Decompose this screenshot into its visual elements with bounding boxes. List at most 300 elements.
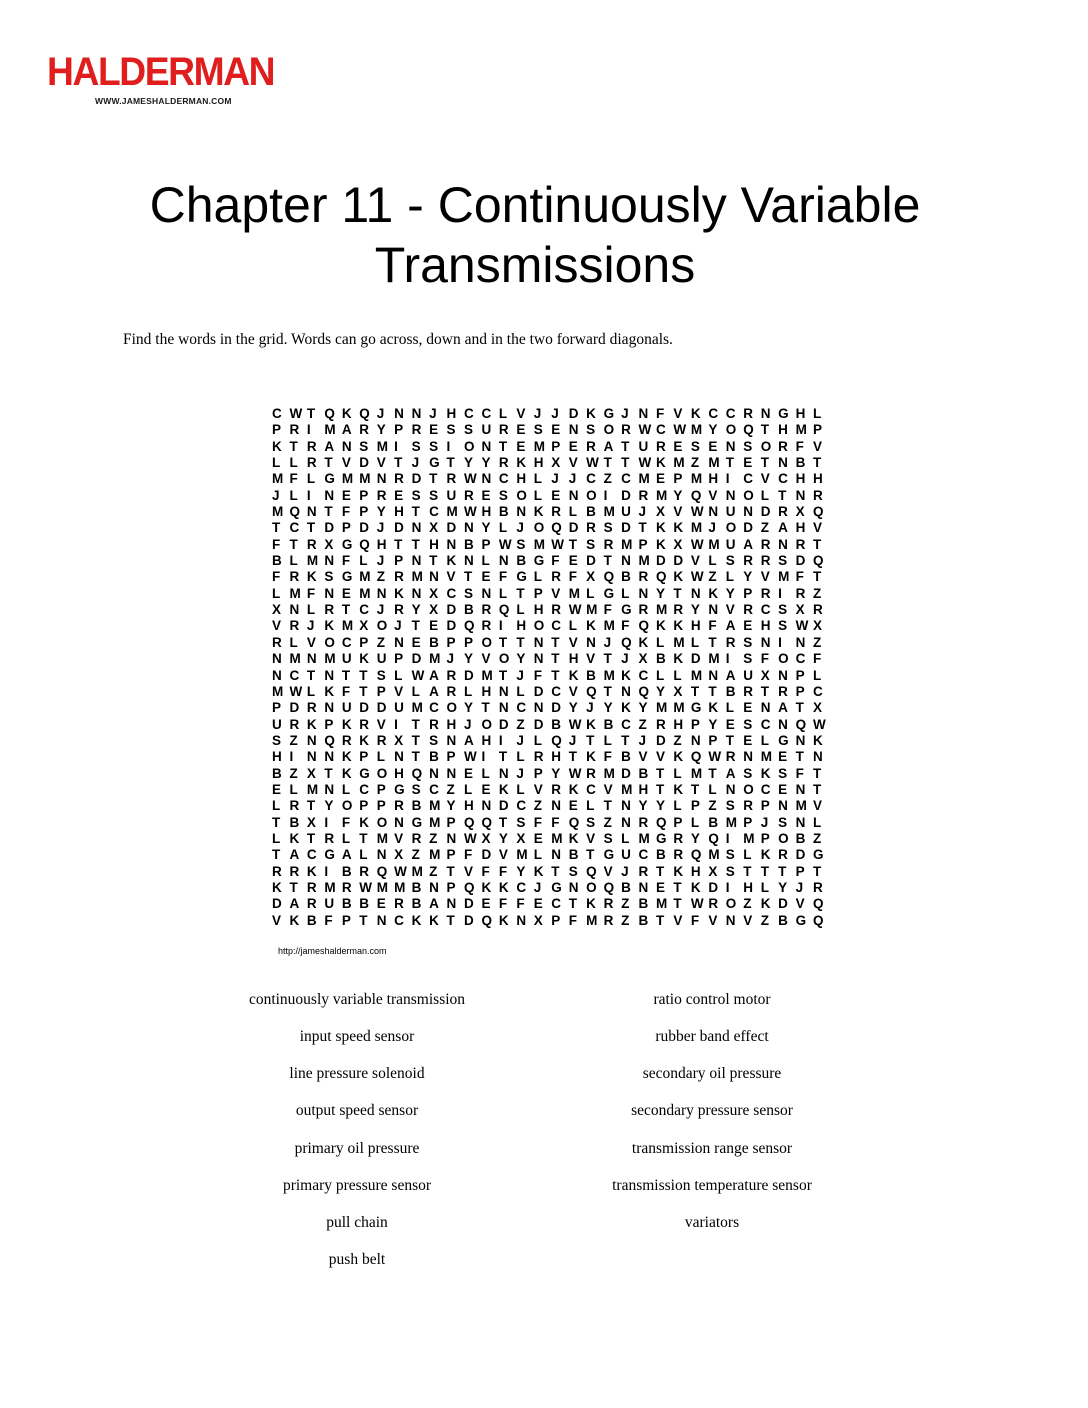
grid-letter: K — [586, 618, 596, 634]
grid-letter: N — [743, 749, 753, 765]
grid-letter: Y — [638, 798, 648, 814]
grid-letter: P — [690, 798, 700, 814]
grid-letter: K — [306, 569, 317, 585]
grid-letter: V — [533, 781, 543, 797]
grid-letter: N — [795, 732, 806, 748]
grid-row — [272, 586, 831, 602]
grid-letter: N — [760, 634, 771, 650]
grid-letter: Z — [603, 471, 612, 487]
grid-letter: W — [638, 455, 652, 471]
grid-letter: K — [341, 716, 352, 732]
grid-letter: S — [778, 814, 788, 830]
grid-letter: A — [603, 438, 614, 454]
grid-letter: V — [673, 912, 683, 928]
grid-row — [272, 782, 831, 798]
grid-letter: Y — [725, 585, 735, 601]
grid-letter: Y — [551, 765, 561, 781]
grid-letter: R — [481, 618, 492, 634]
grid-letter: J — [621, 863, 629, 879]
grid-letter: B — [551, 716, 561, 732]
grid-letter: T — [760, 455, 769, 471]
grid-letter: C — [551, 683, 561, 699]
grid-letter: T — [813, 781, 822, 797]
grid-letter: R — [289, 716, 300, 732]
grid-letter: K — [289, 830, 300, 846]
grid-letter: M — [568, 585, 580, 601]
grid-letter: Q — [463, 814, 475, 830]
grid-letter: M — [638, 830, 650, 846]
grid-letter: E — [708, 438, 718, 454]
grid-letter: T — [655, 863, 665, 879]
grid-letter: B — [795, 830, 806, 846]
grid-letter: X — [533, 912, 543, 928]
grid-letter: J — [638, 504, 647, 520]
grid-letter: S — [498, 487, 508, 503]
grid-letter: T — [551, 863, 560, 879]
grid-letter: L — [568, 618, 577, 634]
grid-letter: J — [586, 700, 594, 716]
grid-letter: N — [272, 667, 282, 683]
grid-letter: Y — [568, 700, 578, 716]
grid-letter: T — [306, 520, 316, 536]
grid-letter: M — [603, 667, 615, 683]
grid-letter: L — [673, 765, 682, 781]
grid-letter: T — [603, 553, 612, 569]
grid-letter: T — [551, 634, 560, 650]
grid-letter: J — [376, 520, 385, 536]
grid-letter: C — [638, 847, 649, 863]
word-list-item: variators — [684, 1213, 740, 1231]
grid-letter: N — [725, 781, 736, 797]
grid-letter: A — [725, 618, 736, 634]
grid-letter: M — [359, 569, 371, 585]
grid-letter: B — [463, 536, 474, 552]
grid-letter: W — [638, 422, 652, 438]
grid-letter: S — [725, 553, 735, 569]
grid-letter: N — [446, 896, 457, 912]
grid-letter: P — [376, 683, 386, 699]
grid-letter: G — [324, 471, 335, 487]
grid-letter: O — [376, 618, 388, 634]
grid-letter: T — [463, 569, 473, 585]
grid-letter: L — [813, 814, 822, 830]
grid-letter: R — [638, 487, 649, 503]
word-list-item: ratio control motor — [653, 991, 771, 1008]
grid-letter: T — [586, 732, 595, 748]
grid-letter: M — [690, 765, 703, 781]
grid-letter: O — [533, 618, 545, 634]
grid-letter: R — [446, 667, 457, 683]
grid-letter: I — [324, 863, 329, 879]
grid-letter: T — [429, 471, 438, 487]
grid-letter: K — [655, 455, 666, 471]
grid-letter: Y — [481, 455, 491, 471]
grid-letter: E — [743, 700, 753, 716]
grid-letter: B — [411, 896, 422, 912]
grid-letter: M — [690, 471, 703, 487]
grid-letter: B — [795, 455, 806, 471]
grid-letter: B — [306, 912, 317, 928]
grid-letter: F — [690, 912, 700, 928]
grid-letter: O — [725, 520, 737, 536]
grid-letter: O — [446, 700, 458, 716]
grid-letter: T — [324, 504, 333, 520]
grid-letter: T — [394, 536, 403, 552]
grid-letter: N — [446, 765, 457, 781]
grid-letter: O — [725, 422, 737, 438]
grid-letter: K — [341, 749, 352, 765]
grid-letter: Z — [813, 634, 822, 650]
grid-letter: K — [446, 553, 457, 569]
grid-letter: N — [743, 504, 753, 520]
grid-letter: Y — [743, 569, 753, 585]
grid-letter: B — [638, 765, 649, 781]
grid-letter: C — [394, 912, 404, 928]
grid-letter: L — [516, 749, 525, 765]
grid-letter: E — [516, 438, 526, 454]
grid-letter: N — [551, 847, 561, 863]
grid-letter: N — [795, 634, 806, 650]
grid-letter: P — [341, 520, 351, 536]
grid-row — [272, 847, 831, 863]
grid-letter: N — [516, 504, 527, 520]
grid-letter: S — [725, 798, 735, 814]
grid-letter: X — [673, 683, 683, 699]
grid-letter: N — [533, 700, 544, 716]
grid-letter: X — [429, 585, 439, 601]
grid-letter: P — [690, 716, 700, 732]
grid-letter: T — [446, 863, 455, 879]
grid-letter: C — [760, 602, 771, 618]
grid-letter: N — [394, 814, 404, 830]
grid-letter: B — [586, 504, 596, 520]
grid-letter: K — [341, 765, 352, 781]
grid-letter: F — [551, 814, 560, 830]
grid-letter: F — [708, 618, 717, 634]
grid-letter: Q — [813, 553, 824, 569]
grid-letter: I — [306, 422, 311, 438]
grid-letter: J — [795, 879, 804, 895]
word-list-item: transmission temperature sensor — [612, 1176, 812, 1194]
grid-letter: Q — [638, 618, 650, 634]
grid-letter: Y — [498, 830, 508, 846]
grid-letter: R — [638, 569, 649, 585]
grid-letter: D — [795, 553, 806, 569]
grid-letter: T — [429, 553, 438, 569]
grid-letter: J — [463, 716, 472, 732]
grid-letter: N — [778, 716, 788, 732]
grid-letter: N — [306, 732, 317, 748]
grid-letter: R — [306, 536, 317, 552]
grid-letter: S — [743, 765, 753, 781]
word-search-grid — [272, 406, 831, 929]
grid-letter: M — [341, 471, 354, 487]
grid-letter: T — [795, 749, 804, 765]
grid-letter: C — [289, 520, 300, 536]
grid-letter: T — [272, 814, 281, 830]
grid-letter: Y — [655, 683, 665, 699]
grid-letter: Y — [690, 602, 700, 618]
grid-letter: N — [429, 569, 439, 585]
grid-letter: P — [359, 749, 369, 765]
grid-letter: W — [813, 716, 826, 732]
grid-letter: M — [411, 863, 423, 879]
grid-letter: L — [760, 879, 769, 895]
grid-letter: L — [708, 781, 717, 797]
grid-letter: Z — [760, 520, 769, 536]
grid-letter: P — [795, 667, 805, 683]
grid-letter: A — [725, 667, 736, 683]
grid-row — [272, 815, 831, 831]
grid-letter: R — [655, 716, 666, 732]
grid-letter: Z — [690, 455, 700, 471]
grid-letter: O — [341, 798, 353, 814]
grid-letter: J — [376, 553, 385, 569]
grid-letter: S — [743, 716, 753, 732]
grid-letter: D — [655, 553, 666, 569]
grid-letter: C — [551, 618, 561, 634]
grid-letter: A — [429, 683, 439, 699]
grid-letter: O — [603, 422, 615, 438]
grid-letter: K — [481, 879, 492, 895]
grid-letter: N — [306, 504, 317, 520]
grid-letter: N — [498, 553, 509, 569]
grid-letter: R — [324, 602, 335, 618]
grid-letter: K — [690, 879, 701, 895]
grid-letter: P — [743, 814, 753, 830]
grid-letter: P — [394, 422, 404, 438]
grid-letter: N — [568, 422, 579, 438]
grid-letter: G — [603, 847, 615, 863]
grid-letter: T — [655, 912, 665, 928]
grid-letter: C — [516, 798, 527, 814]
grid-letter: N — [708, 602, 719, 618]
grid-letter: V — [272, 912, 282, 928]
grid-letter: A — [463, 732, 474, 748]
grid-letter: P — [324, 716, 334, 732]
grid-letter: R — [778, 847, 788, 863]
word-list-item: line pressure solenoid — [289, 1065, 425, 1083]
grid-letter: V — [760, 471, 770, 487]
grid-letter: R — [603, 912, 614, 928]
grid-letter: V — [306, 634, 316, 650]
grid-row — [272, 880, 831, 896]
logo-url: WWW.JAMESHALDERMAN.COM — [95, 96, 232, 106]
grid-letter: X — [394, 732, 404, 748]
grid-letter: Q — [603, 569, 615, 585]
grid-letter: W — [690, 504, 704, 520]
grid-letter: T — [411, 618, 420, 634]
grid-letter: T — [586, 847, 595, 863]
grid-row — [272, 602, 831, 618]
grid-letter: R — [673, 830, 684, 846]
grid-letter: H — [638, 781, 649, 797]
grid-letter: S — [743, 634, 753, 650]
grid-letter: T — [359, 830, 368, 846]
grid-letter: N — [446, 536, 457, 552]
grid-letter: L — [743, 847, 752, 863]
grid-letter: F — [463, 847, 473, 863]
grid-letter: R — [743, 602, 753, 618]
grid-letter: B — [621, 879, 631, 895]
grid-letter: S — [429, 732, 439, 748]
grid-letter: T — [621, 438, 630, 454]
grid-row — [272, 798, 831, 814]
grid-letter: Y — [708, 716, 718, 732]
grid-letter: H — [429, 536, 439, 552]
grid-letter: T — [603, 798, 612, 814]
grid-letter: R — [778, 504, 788, 520]
grid-letter: L — [725, 569, 735, 585]
grid-letter: J — [446, 651, 455, 667]
grid-letter: R — [551, 569, 561, 585]
grid-letter: R — [813, 602, 823, 618]
grid-letter: E — [481, 569, 491, 585]
grid-letter: J — [533, 879, 542, 895]
grid-letter: T — [306, 830, 316, 846]
grid-letter: G — [516, 569, 527, 585]
grid-letter: L — [359, 553, 368, 569]
grid-letter: M — [533, 536, 546, 552]
grid-letter: H — [481, 683, 492, 699]
grid-letter: G — [324, 847, 335, 863]
grid-letter: W — [463, 471, 477, 487]
grid-letter: N — [621, 553, 631, 569]
grid-letter: R — [813, 879, 823, 895]
grid-letter: Y — [324, 798, 334, 814]
grid-letter: N — [778, 536, 788, 552]
grid-letter: J — [516, 667, 524, 683]
grid-letter: F — [516, 896, 525, 912]
grid-letter: M — [429, 798, 441, 814]
grid-letter: S — [725, 863, 735, 879]
grid-letter: K — [516, 455, 527, 471]
grid-letter: F — [341, 814, 351, 830]
grid-letter: M — [603, 765, 615, 781]
grid-letter: O — [778, 830, 789, 846]
grid-letter: P — [673, 814, 683, 830]
grid-letter: C — [516, 879, 527, 895]
grid-letter: P — [795, 683, 805, 699]
grid-letter: L — [621, 830, 630, 846]
grid-letter: G — [603, 406, 615, 421]
grid-letter: Z — [638, 716, 647, 732]
grid-letter: S — [411, 487, 421, 503]
grid-letter: Z — [376, 569, 385, 585]
grid-letter: M — [655, 602, 668, 618]
grid-letter: C — [446, 585, 457, 601]
grid-letter: S — [743, 438, 753, 454]
grid-letter: E — [481, 487, 491, 503]
grid-letter: I — [778, 634, 782, 650]
grid-letter: S — [429, 487, 439, 503]
grid-letter: L — [603, 732, 612, 748]
grid-letter: K — [638, 634, 649, 650]
grid-letter: A — [743, 536, 753, 552]
grid-letter: I — [725, 830, 730, 846]
grid-letter: B — [516, 553, 527, 569]
grid-letter: K — [673, 520, 684, 536]
grid-letter: I — [394, 716, 398, 732]
grid-letter: J — [551, 406, 559, 421]
grid-letter: F — [481, 863, 490, 879]
grid-letter: E — [533, 896, 543, 912]
grid-letter: S — [463, 422, 473, 438]
grid-letter: D — [446, 520, 457, 536]
grid-letter: N — [813, 749, 823, 765]
word-list-item: pull chain — [326, 1213, 388, 1231]
grid-letter: Y — [673, 487, 683, 503]
grid-letter: V — [586, 830, 596, 846]
grid-letter: Q — [376, 863, 388, 879]
grid-letter: D — [621, 520, 631, 536]
grid-letter: M — [621, 536, 633, 552]
grid-row — [272, 831, 831, 847]
grid-letter: T — [603, 683, 612, 699]
grid-letter: R — [289, 798, 300, 814]
grid-letter: E — [533, 830, 543, 846]
grid-letter: Z — [708, 798, 717, 814]
grid-letter: L — [621, 585, 630, 601]
grid-letter: Q — [289, 504, 300, 520]
grid-letter: R — [813, 487, 823, 503]
grid-letter: B — [655, 651, 666, 667]
grid-letter: D — [533, 716, 544, 732]
grid-letter: M — [690, 520, 703, 536]
grid-letter: R — [429, 716, 439, 732]
grid-letter: M — [655, 896, 668, 912]
grid-letter: S — [586, 814, 596, 830]
grid-letter: R — [446, 683, 457, 699]
grid-letter: B — [655, 847, 666, 863]
grid-letter: G — [359, 765, 370, 781]
grid-letter: R — [743, 798, 753, 814]
grid-letter: V — [638, 749, 648, 765]
grid-letter: X — [429, 602, 439, 618]
grid-letter: S — [376, 667, 386, 683]
grid-letter: S — [778, 618, 788, 634]
grid-letter: H — [516, 618, 527, 634]
grid-letter: T — [568, 896, 577, 912]
grid-letter: C — [760, 716, 771, 732]
grid-letter: Q — [463, 879, 475, 895]
grid-letter: N — [324, 749, 335, 765]
grid-letter: T — [778, 487, 787, 503]
grid-letter: M — [603, 504, 615, 520]
grid-letter: C — [813, 683, 823, 699]
grid-letter: V — [272, 618, 282, 634]
grid-letter: V — [655, 749, 665, 765]
grid-row — [272, 717, 831, 733]
grid-letter: I — [725, 471, 730, 487]
grid-letter: T — [568, 536, 577, 552]
grid-letter: C — [498, 471, 509, 487]
grid-letter: V — [708, 912, 718, 928]
grid-letter: V — [498, 847, 508, 863]
grid-letter: R — [394, 896, 404, 912]
grid-letter: R — [446, 471, 457, 487]
grid-row — [272, 864, 831, 880]
grid-letter: X — [795, 602, 805, 618]
grid-letter: C — [655, 422, 666, 438]
grid-letter: X — [272, 602, 282, 618]
instructions-text: Find the words in the grid. Words can go across, down and in the two forward diagonals. — [123, 331, 673, 348]
grid-letter: Y — [463, 455, 473, 471]
grid-letter: K — [708, 585, 719, 601]
grid-letter: D — [760, 504, 771, 520]
grid-letter: S — [743, 651, 753, 667]
grid-letter: V — [795, 896, 805, 912]
